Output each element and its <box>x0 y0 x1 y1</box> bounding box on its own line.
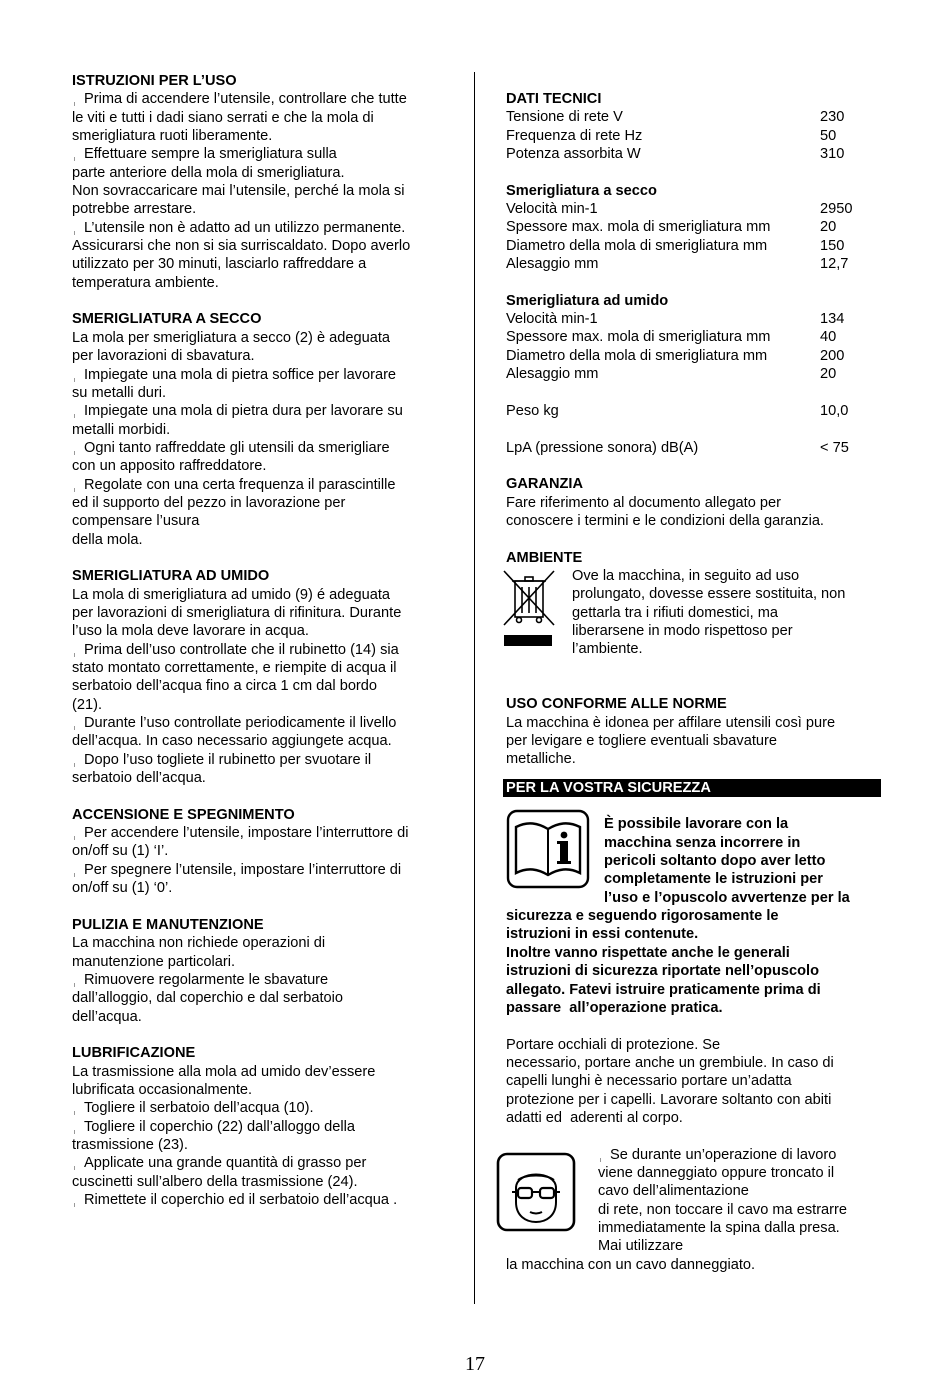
text-line: l’ambiente. <box>572 641 643 658</box>
text-line: completamente le istruzioni per <box>604 871 823 888</box>
text-line: Togliere il serbatoio dell’acqua (10). <box>72 1099 452 1117</box>
text-line: parte anteriore della mola di smerigliatura. <box>72 164 345 181</box>
text-line: le viti e tutti i dadi siano serrati e che la mola di <box>72 109 374 126</box>
umido-spec-title: Smerigliatura ad umido <box>506 292 669 309</box>
text-line: manutenzione particolari. <box>72 953 236 970</box>
lubrificazione-title: LUBRIFICAZIONE <box>72 1045 196 1062</box>
spec-row: Velocità min-1 2950 <box>506 201 853 218</box>
uso-title: USO CONFORME ALLE NORME <box>506 696 727 713</box>
secco-title: SMERIGLIATURA A SECCO <box>72 311 262 328</box>
text-line: Mai utilizzare <box>598 1238 684 1255</box>
cavo-block <box>506 1146 881 1256</box>
text-line: potrebbe arrestare. <box>72 201 197 218</box>
secco-spec-title: Smerigliatura a secco <box>506 182 657 199</box>
text-line: La mola per smerigliatura a secco (2) è adeguata <box>72 329 390 346</box>
text-line: on/off su (1) ‘I’. <box>72 843 169 860</box>
text-line: conoscere i termini e le condizioni della garanzia. <box>506 512 824 529</box>
safety-goggles-face-icon <box>496 1152 576 1232</box>
text-line: La macchina non richiede operazioni di <box>72 935 326 952</box>
text-line: Rimuovere regolarmente le sbavature <box>72 971 452 989</box>
spec-row: Spessore max. mola di smerigliatura mm 20 <box>506 219 837 236</box>
spec-row: Frequenza di rete Hz 50 <box>506 127 837 144</box>
text-line: per lavorazioni di smerigliatura di rifinitura. Durante <box>72 604 402 621</box>
text-line: per levigare e togliere eventuali sbavature <box>506 733 777 750</box>
dati-title: DATI TECNICI <box>506 91 602 107</box>
text-line: Non sovraccaricare mai l’utensile, perché la mola si <box>72 183 405 200</box>
text-line: Per spegnere l’utensile, impostare l’interruttore di <box>72 861 452 879</box>
text-line: dall’alloggio, dal coperchio e dal serbatoio <box>72 990 343 1007</box>
text-line: serbatoio dell’acqua. <box>72 770 206 787</box>
crossed-out-bin-icon <box>502 569 558 651</box>
text-line: sicurezza e seguendo rigorosamente le <box>506 908 779 925</box>
text-line: La trasmissione alla mola ad umido dev’essere <box>72 1063 376 1080</box>
umido-title: SMERIGLIATURA AD UMIDO <box>72 568 270 585</box>
text-line: istruzioni in essi contenute. <box>506 926 699 943</box>
text-line: Effettuare sempre la smerigliatura sulla <box>72 145 452 163</box>
text-line: Assicurarsi che non si sia surriscaldato. Dopo averlo <box>72 238 411 255</box>
sicurezza-block <box>506 815 881 907</box>
text-line: Portare occhiali di protezione. Se <box>506 1036 721 1053</box>
text-line: Prima dell’uso controllate che il rubinetto (14) sia <box>72 641 452 659</box>
spec-row: Tensione di rete V 230 <box>506 109 845 126</box>
text-line: lubrificata occasionalmente. <box>72 1081 253 1098</box>
sicurezza-continued <box>506 907 881 1017</box>
text-line: Fare riferimento al documento allegato per <box>506 494 781 511</box>
peso-row: Peso kg 10,0 <box>506 402 849 419</box>
text-line: passare all’operazione pratica. <box>506 999 723 1016</box>
text-line: ed il supporto del pezzo in lavorazione per <box>72 494 346 511</box>
text-line: con un apposito raffreddatore. <box>72 458 267 475</box>
text-line: Inoltre vanno rispettate anche le generali <box>506 944 790 961</box>
text-line: prolungato, dovesse essere sostituita, non <box>572 586 846 603</box>
text-line: smerigliatura ruoti liberamente. <box>72 128 273 145</box>
spec-row: Velocità min-1 134 <box>506 311 845 328</box>
text-line: temperatura ambiente. <box>72 274 219 291</box>
text-line: Applicate una grande quantità di grasso per <box>72 1154 452 1172</box>
text-line: allegato. Fatevi istruire praticamente prima di <box>506 981 821 998</box>
pulizia-title: PULIZIA E MANUTENZIONE <box>72 916 264 933</box>
text-line: gettarla tra i rifiuti domestici, ma <box>572 604 779 621</box>
sicurezza-title: PER LA VOSTRA SICUREZZA <box>503 779 881 797</box>
right-column <box>506 90 881 1274</box>
text-line: l’uso la mola deve lavorare in acqua. <box>72 623 309 640</box>
text-line: di rete, non toccare il cavo ma estrarre <box>598 1201 848 1218</box>
text-line: utilizzato per 30 minuti, lasciarlo raffreddare a <box>72 256 367 273</box>
spec-row: Spessore max. mola di smerigliatura mm 40 <box>506 329 837 346</box>
text-line: Prima di accendere l’utensile, controllare che tutte <box>72 90 452 108</box>
text-line: È possibile lavorare con la <box>604 816 789 833</box>
text-line: macchina senza incorrere in <box>604 834 801 851</box>
text-line: Ove la macchina, in seguito ad uso <box>572 567 800 584</box>
text-line: liberarsene in modo rispettoso per <box>572 622 793 639</box>
text-line: istruzioni di sicurezza riportate nell’opuscolo <box>506 963 820 980</box>
text-line: Ogni tanto raffreddate gli utensili da smerigliare <box>72 439 452 457</box>
spec-row: Diametro della mola di smerigliatura mm 150 <box>506 237 845 254</box>
page-number: 17 <box>465 1353 485 1375</box>
text-line: Per accendere l’utensile, impostare l’interruttore di <box>72 824 452 842</box>
spec-row: Alesaggio mm 12,7 <box>506 256 849 273</box>
text-line: l’uso e l’opuscolo avvertenze per la <box>604 889 850 906</box>
column-divider <box>474 72 475 1304</box>
text-line: serbatoio dell’acqua fino a circa 1 cm dal bordo <box>72 678 378 695</box>
text-line: la macchina con un cavo danneggiato. <box>506 1256 756 1273</box>
istruzioni-title: ISTRUZIONI PER L’USO <box>72 73 237 89</box>
text-line: dell’acqua. <box>72 1008 142 1025</box>
text-line: per lavorazioni di sbavatura. <box>72 348 255 365</box>
text-line: cavo dell’alimentazione <box>598 1183 749 1200</box>
text-line: su metalli duri. <box>72 384 167 401</box>
text-line: metalliche. <box>506 751 576 768</box>
text-line: necessario, portare anche un grembiule. In caso di <box>506 1054 834 1071</box>
text-line: Impiegate una mola di pietra dura per lavorare su <box>72 402 452 420</box>
text-line: L’utensile non è adatto ad un utilizzo permanente. <box>72 219 452 237</box>
text-line: stato montato correttamente, e riempite di acqua il <box>72 660 397 676</box>
text-line: Togliere il coperchio (22) dall’alloggo della <box>72 1118 452 1136</box>
spec-row: Alesaggio mm 20 <box>506 366 837 383</box>
text-line: Regolate con una certa frequenza il parascintille <box>72 476 452 494</box>
text-line: metalli morbidi. <box>72 421 171 438</box>
text-line: compensare l’usura <box>72 513 200 530</box>
text-line: cuscinetti sull’albero della trasmissione (24). <box>72 1173 358 1190</box>
text-line: dell’acqua. In caso necessario aggiungete acqua. <box>72 733 392 750</box>
manual-info-icon <box>506 809 590 889</box>
text-line: Impiegate una mola di pietra soffice per lavorare <box>72 366 452 384</box>
text-line: La mola di smerigliatura ad umido (9) é adeguata <box>72 586 390 603</box>
text-line: Se durante un’operazione di lavoro <box>598 1146 881 1164</box>
text-line: della mola. <box>72 531 143 548</box>
text-line: Dopo l’uso togliete il rubinetto per svuotare il <box>72 751 452 769</box>
ambiente-block <box>506 567 881 659</box>
lpa-row: LpA (pressione sonora) dB(A) < 75 <box>506 439 849 456</box>
text-line: Durante l’uso controllate periodicamente il livello <box>72 714 452 732</box>
text-line: capelli lunghi è necessario portare un’adatta <box>506 1073 792 1090</box>
left-column <box>72 72 452 1209</box>
text-line: adatti ed aderenti al corpo. <box>506 1109 683 1126</box>
text-line: protezione per i capelli. Lavorare soltanto con abiti <box>506 1091 832 1108</box>
accensione-title: ACCENSIONE E SPEGNIMENTO <box>72 806 295 823</box>
text-line: Rimettete il coperchio ed il serbatoio dell’acqua . <box>72 1191 452 1209</box>
ambiente-title: AMBIENTE <box>506 549 583 566</box>
text-line: viene danneggiato oppure troncato il <box>598 1164 835 1181</box>
spec-row: Diametro della mola di smerigliatura mm 200 <box>506 347 845 364</box>
text-line: on/off su (1) ‘0’. <box>72 880 173 897</box>
text-line: pericoli soltanto dopo aver letto <box>604 853 826 870</box>
text-line: immediatamente la spina dalla presa. <box>598 1219 840 1236</box>
spec-row: Potenza assorbita W 310 <box>506 146 845 163</box>
garanzia-title: GARANZIA <box>506 476 584 493</box>
text-line: (21). <box>72 696 103 713</box>
text-line: trasmissione (23). <box>72 1136 188 1153</box>
text-line: La macchina è idonea per affilare utensili così pure <box>506 714 836 731</box>
